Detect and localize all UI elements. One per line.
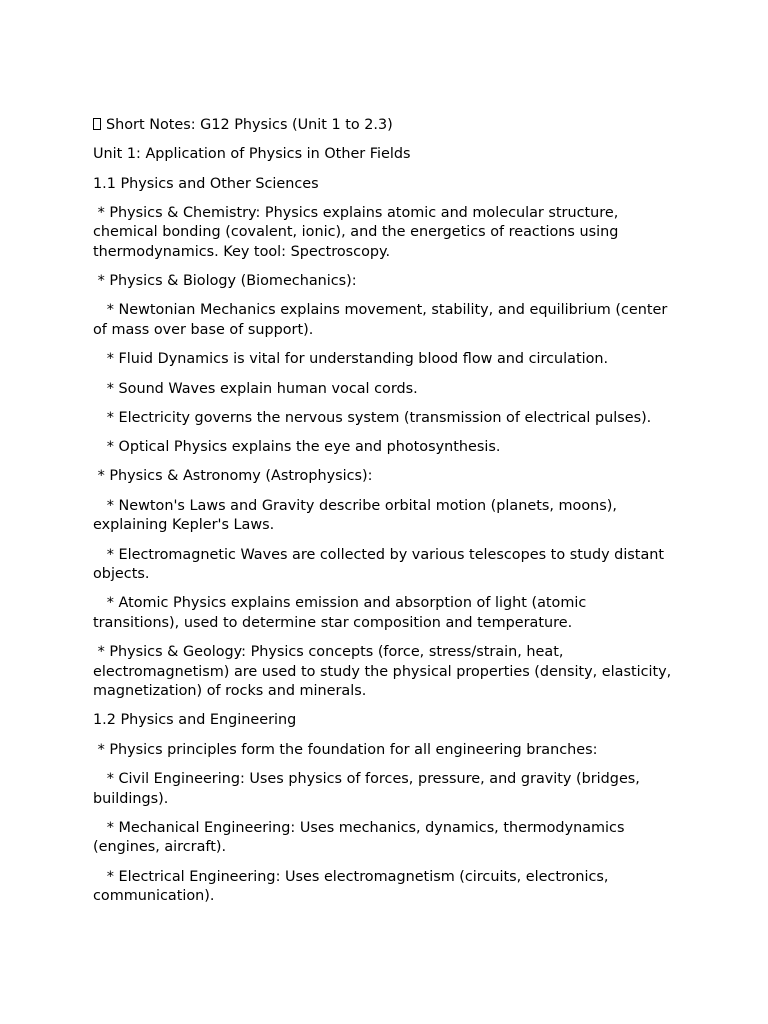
bullet-item: * Physics & Chemistry: Physics explains atomic and molecular structure, chemical bonding (covalent, ionic), and the energetics of reactions using thermodynamics. Key tool: Spectroscopy.	[93, 204, 623, 260]
document-page	[93, 116, 676, 916]
sub-bullet-item: * Sound Waves explain human vocal cords.	[93, 380, 418, 397]
section-heading: 1.2 Physics and Engineering	[93, 712, 297, 729]
sub-bullet-item: * Atomic Physics explains emission and absorption of light (atomic transitions), used to determine star composition and temperature.	[93, 595, 591, 631]
sub-bullet-item: * Optical Physics explains the eye and photosynthesis.	[93, 439, 501, 456]
document-title-text: Short Notes: G12 Physics (Unit 1 to 2.3)	[106, 117, 393, 133]
sub-bullet-item: * Electrical Engineering: Uses electromagnetism (circuits, electronics, communication).	[93, 868, 614, 905]
bullet-item: * Physics & Astronomy (Astrophysics):	[93, 468, 373, 485]
sub-bullet-item: * Civil Engineering: Uses physics of forces, pressure, and gravity (bridges, buildings).	[93, 771, 645, 807]
sub-bullet-item: * Newtonian Mechanics explains movement, stability, and equilibrium (center of mass over base of support).	[93, 302, 672, 338]
bullet-item: * Physics & Biology (Biomechanics):	[93, 273, 357, 290]
sub-bullet-item: * Electromagnetic Waves are collected by various telescopes to study distant objects.	[93, 546, 669, 583]
sub-bullet-item: * Fluid Dynamics is vital for understanding blood flow and circulation.	[93, 351, 609, 368]
bullet-item: * Physics & Geology: Physics concepts (force, stress/strain, heat, electromagnetism) are used to study the physical properties (density, elasticity, magnetization) of rocks and minerals.	[93, 644, 676, 700]
unit-heading: Unit 1: Application of Physics in Other Fields	[93, 146, 411, 163]
missing-glyph-icon	[93, 118, 101, 130]
sub-bullet-item: * Newton's Laws and Gravity describe orbital motion (planets, moons), explaining Kepler's Laws.	[93, 497, 622, 534]
sub-bullet-item: * Electricity governs the nervous system (transmission of electrical pulses).	[93, 409, 652, 426]
sub-bullet-item: * Mechanical Engineering: Uses mechanics, dynamics, thermodynamics (engines, aircraft).	[93, 819, 630, 856]
bullet-item: * Physics principles form the foundation for all engineering branches:	[93, 741, 598, 758]
section-heading: 1.1 Physics and Other Sciences	[93, 175, 319, 192]
document-title	[93, 116, 673, 136]
